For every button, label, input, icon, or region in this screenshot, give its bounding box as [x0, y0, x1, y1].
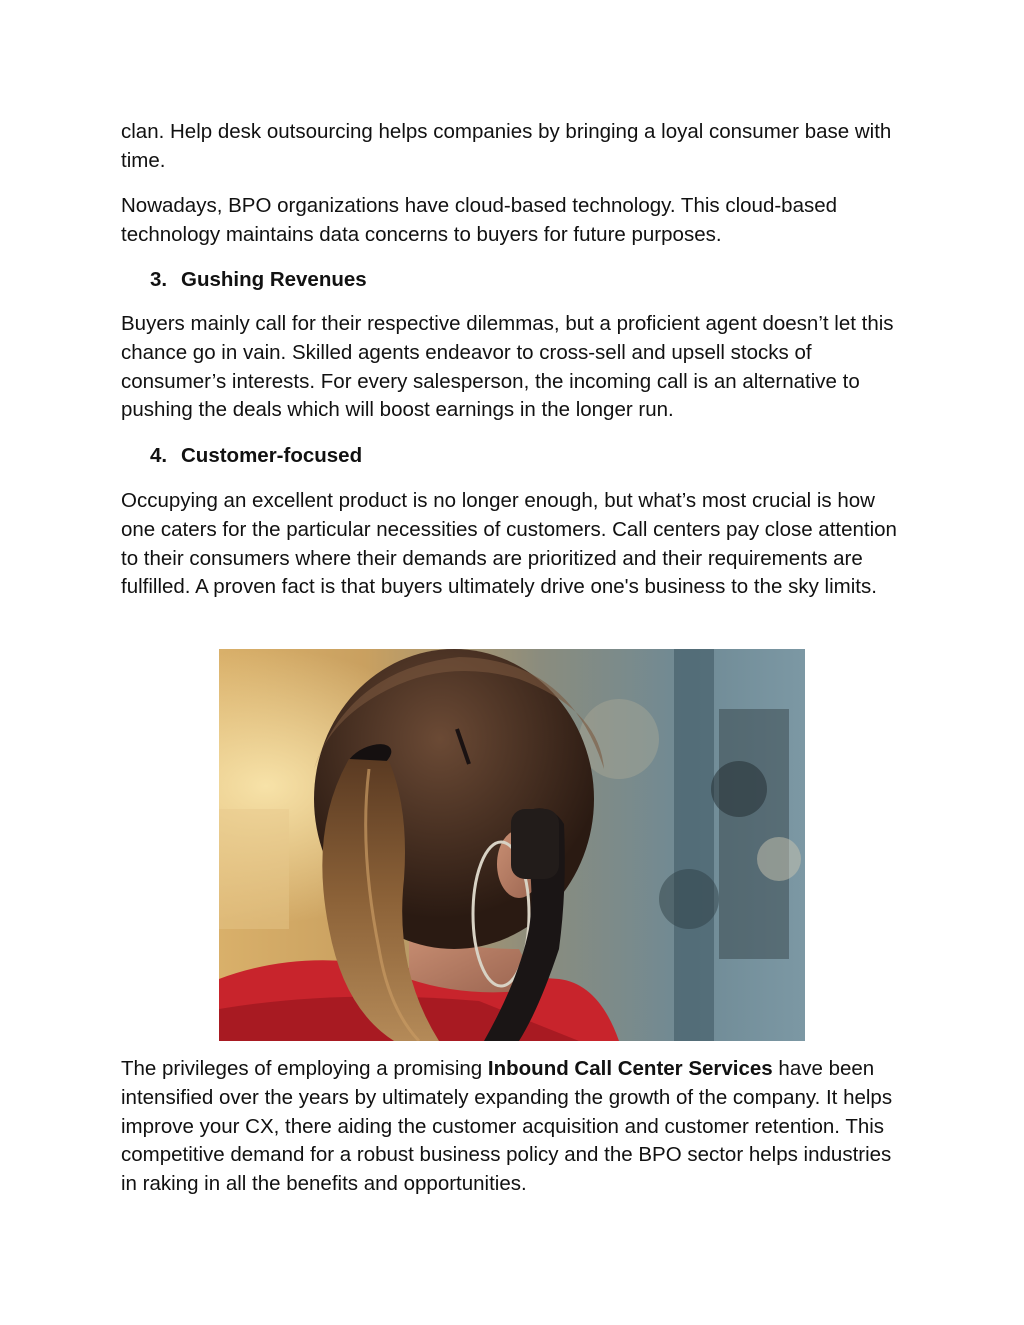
heading-customer-focused	[150, 442, 362, 470]
heading-text: Customer-focused	[181, 444, 363, 467]
inbound-call-center-services-phrase: Inbound Call Center Services	[487, 1057, 773, 1080]
paragraph-cloud-technology: Nowadays, BPO organizations have cloud-based technology. This cloud-based technology maintains data concerns to buyers for future purposes.	[121, 194, 838, 246]
inbound-text-after: have been intensified over the years by ultimately expanding the growth of the company. It helps improve your CX, there aiding the customer acquisition and customer retention. This competitive demand for a robust business policy and the BPO sector helps industries in raking in all the benefits and opportunities.	[121, 1057, 893, 1196]
heading-number: 3.	[150, 268, 168, 291]
paragraph-inbound-services	[121, 1055, 911, 1199]
woman-on-phone-photo	[219, 649, 805, 1041]
inbound-text-before: The privileges of employing a promising	[121, 1057, 488, 1080]
paragraph-revenues: Buyers mainly call for their respective dilemmas, but a proficient agent doesn’t let this chance go in vain. Skilled agents endeavor to cross-sell and upsell stocks of consumer’s interests. For every salesperson, the incoming call is an alternative to pushing the deals which will boost earnings in the longer run.	[121, 312, 894, 422]
heading-number: 4.	[150, 444, 168, 467]
heading-gushing-revenues	[150, 266, 367, 294]
heading-text: Gushing Revenues	[181, 268, 367, 291]
paragraph-customer-focused: Occupying an excellent product is no longer enough, but what’s most crucial is how one caters for the particular necessities of customers. Call centers pay close attention to their consumers where their demands are prioritized and their requirements are fulfilled. A proven fact is that buyers ultimately drive one's business to the sky limits.	[121, 489, 897, 599]
paragraph-help-desk: clan. Help desk outsourcing helps companies by bringing a loyal consumer base with time.	[121, 120, 892, 172]
